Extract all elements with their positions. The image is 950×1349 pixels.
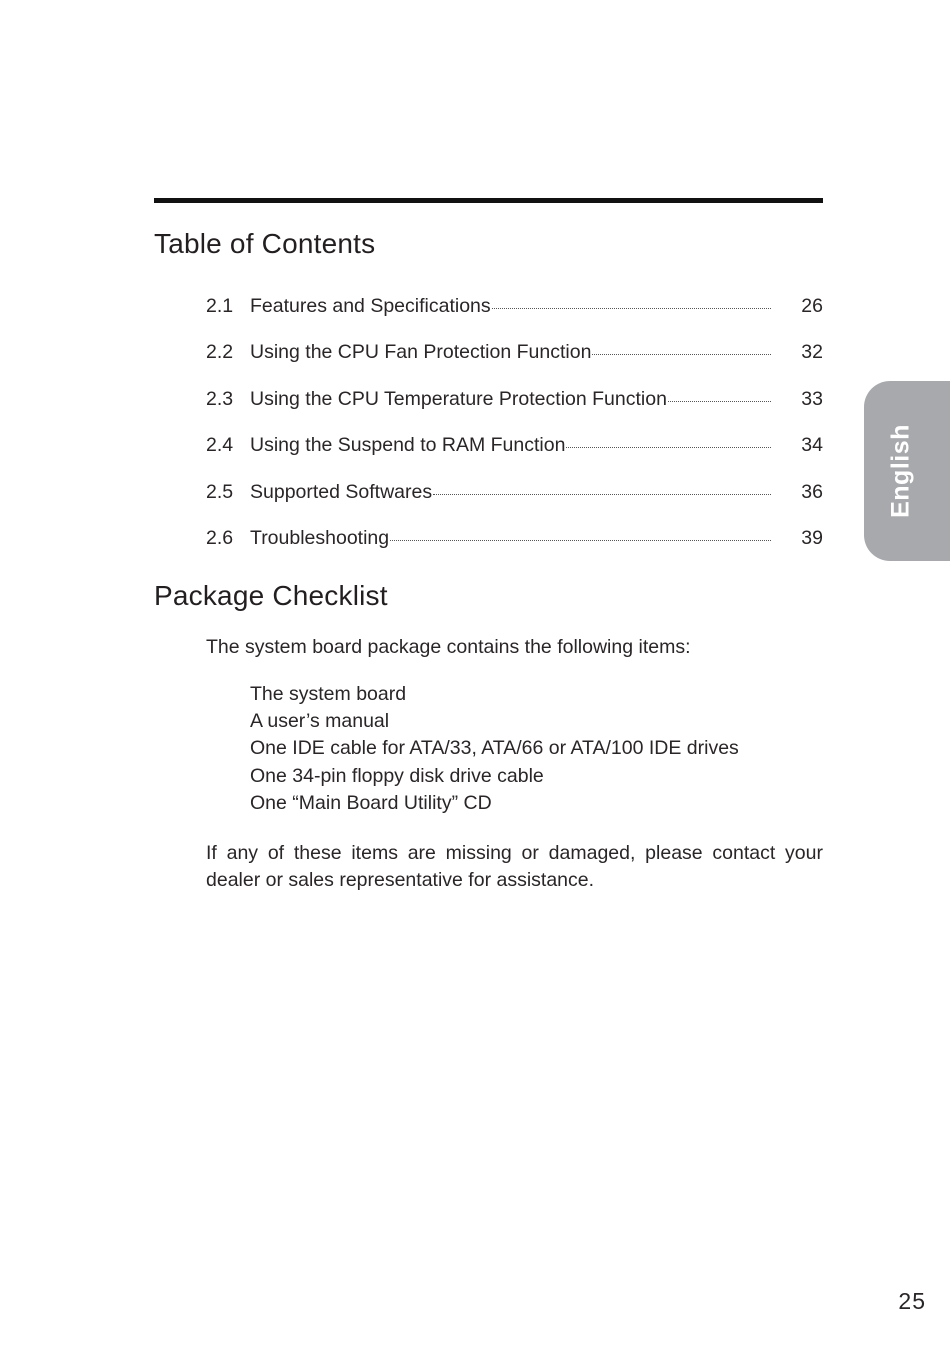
toc-entry-title: Using the CPU Fan Protection Function xyxy=(250,341,592,364)
toc-entry[interactable] xyxy=(206,388,823,434)
toc-dot-leader xyxy=(492,308,771,309)
toc-dot-leader xyxy=(592,354,771,355)
language-side-tab xyxy=(864,381,950,561)
package-item: One “Main Board Utility” CD xyxy=(250,791,492,814)
package-intro: The system board package contains the following items: xyxy=(206,636,691,658)
toc-entry-number: 2.4 xyxy=(206,434,234,457)
toc-entry-number: 2.6 xyxy=(206,526,234,549)
page-number: 25 xyxy=(898,1288,926,1314)
package-checklist-heading: Package Checklist xyxy=(154,580,388,611)
toc-entry-number: 2.1 xyxy=(206,295,234,317)
toc-entry[interactable] xyxy=(206,527,823,573)
toc-dot-leader xyxy=(433,494,771,495)
toc-entry[interactable] xyxy=(206,434,823,480)
package-item: One IDE cable for ATA/33, ATA/66 or ATA/100 IDE drives xyxy=(250,737,739,760)
toc-entry-title: Using the Suspend to RAM Function xyxy=(250,434,566,457)
toc-entry-title: Features and Specifications xyxy=(250,295,491,317)
package-item: The system board xyxy=(250,683,407,705)
toc-entry-page: 39 xyxy=(801,526,823,549)
toc-entry-title: Supported Softwares xyxy=(250,480,433,503)
toc-dot-leader xyxy=(390,540,771,541)
toc-entry-number: 2.5 xyxy=(206,480,234,503)
toc-entry-page: 26 xyxy=(801,295,823,317)
package-item: A user’s manual xyxy=(250,710,390,733)
package-closing-note: If any of these items are missing or damaged, please contact your dealer or sales representative for assistance. xyxy=(206,842,823,891)
toc-heading: Table of Contents xyxy=(154,228,376,259)
toc-entry-title: Using the CPU Temperature Protection Function xyxy=(250,387,667,410)
toc-entry-page: 34 xyxy=(801,434,823,457)
toc-entry-number: 2.2 xyxy=(206,341,234,364)
package-item: One 34-pin floppy disk drive cable xyxy=(250,764,544,787)
toc-entry-page: 33 xyxy=(801,387,823,410)
toc-dot-leader xyxy=(566,447,771,448)
language-tab-label: English xyxy=(886,424,915,518)
toc-entry-page: 32 xyxy=(801,341,823,364)
top-rule xyxy=(154,198,823,203)
toc-entry[interactable] xyxy=(206,341,823,387)
toc-list xyxy=(206,295,823,573)
toc-entry[interactable] xyxy=(206,295,823,341)
toc-dot-leader xyxy=(668,401,771,402)
toc-entry-page: 36 xyxy=(801,480,823,503)
toc-entry-title: Troubleshooting xyxy=(250,526,390,549)
toc-entry[interactable] xyxy=(206,481,823,527)
package-items-list xyxy=(250,683,739,819)
toc-entry-number: 2.3 xyxy=(206,387,234,410)
